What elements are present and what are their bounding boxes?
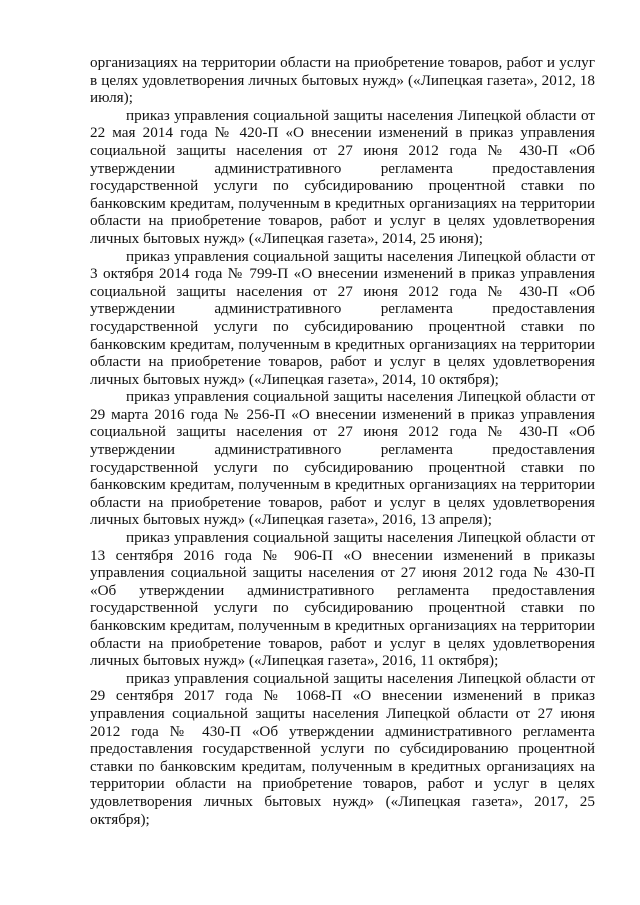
paragraph-order-2014-05-22: приказ управления социальной защиты населения Липецкой области от 22 мая 2014 года № 420-П «О внесении изменений в приказ управления социальной защиты населения от 27 июня 2012 года № 430-П «Об утверждении административного регламента предоставления государственной услуги по субсидированию процентной ставки по банковским кредитам, полученным в кредитных организациях на территории области на приобретение товаров, работ и услуг в целях удовлетворения личных бытовых нужд» («Липецкая газета», 2014, 25 июня);	[90, 106, 595, 247]
paragraph-continuation: организациях на территории области на приобретение товаров, работ и услуг в целях удовлетворения личных бытовых нужд» («Липецкая газета», 2012, 18 июля);	[90, 54, 595, 107]
paragraph-order-2014-10-03: приказ управления социальной защиты населения Липецкой области от 3 октября 2014 года № 799-П «О внесении изменений в приказ управления социальной защиты населения от 27 июня 2012 года № 430-П «Об утверждении административного регламента предоставления государственной услуги по субсидированию процентной ставки по банковским кредитам, полученным в кредитных организациях на территории области на приобретение товаров, работ и услуг в целях удовлетворения личных бытовых нужд» («Липецкая газета», 2014, 10 октября);	[90, 247, 595, 388]
paragraph-order-2016-09-13: приказ управления социальной защиты населения Липецкой области от 13 сентября 2016 года № 906-П «О внесении изменений в приказы управления социальной защиты населения от 27 июня 2012 года № 430-П «Об утверждении административного регламента предоставления государственной услуги по субсидированию процентной ставки по банковским кредитам, полученным в кредитных организациях на территории области на приобретение товаров, работ и услуг в целях удовлетворения личных бытовых нужд» («Липецкая газета», 2016, 11 октября);	[90, 529, 595, 670]
paragraph-order-2017-09-29: приказ управления социальной защиты населения Липецкой области от 29 сентября 2017 года № 1068-П «О внесении изменений в приказ управления социальной защиты населения Липецкой области от 27 июня 2012 года № 430-П «Об утверждении административного регламента предоставления государственной услуги по субсидированию процентной ставки по банковским кредитам, полученным в кредитных организациях на территории области на приобретение товаров, работ и услуг в целях удовлетворения личных бытовых нужд» («Липецкая газета», 2017, 25 октября);	[90, 669, 595, 828]
document-page	[90, 54, 595, 828]
paragraph-order-2016-03-29: приказ управления социальной защиты населения Липецкой области от 29 марта 2016 года № 256-П «О внесении изменений в приказ управления социальной защиты населения от 27 июня 2012 года № 430-П «Об утверждении административного регламента предоставления государственной услуги по субсидированию процентной ставки по банковским кредитам, полученным в кредитных организациях на территории области на приобретение товаров, работ и услуг в целях удовлетворения личных бытовых нужд» («Липецкая газета», 2016, 13 апреля);	[90, 388, 595, 529]
